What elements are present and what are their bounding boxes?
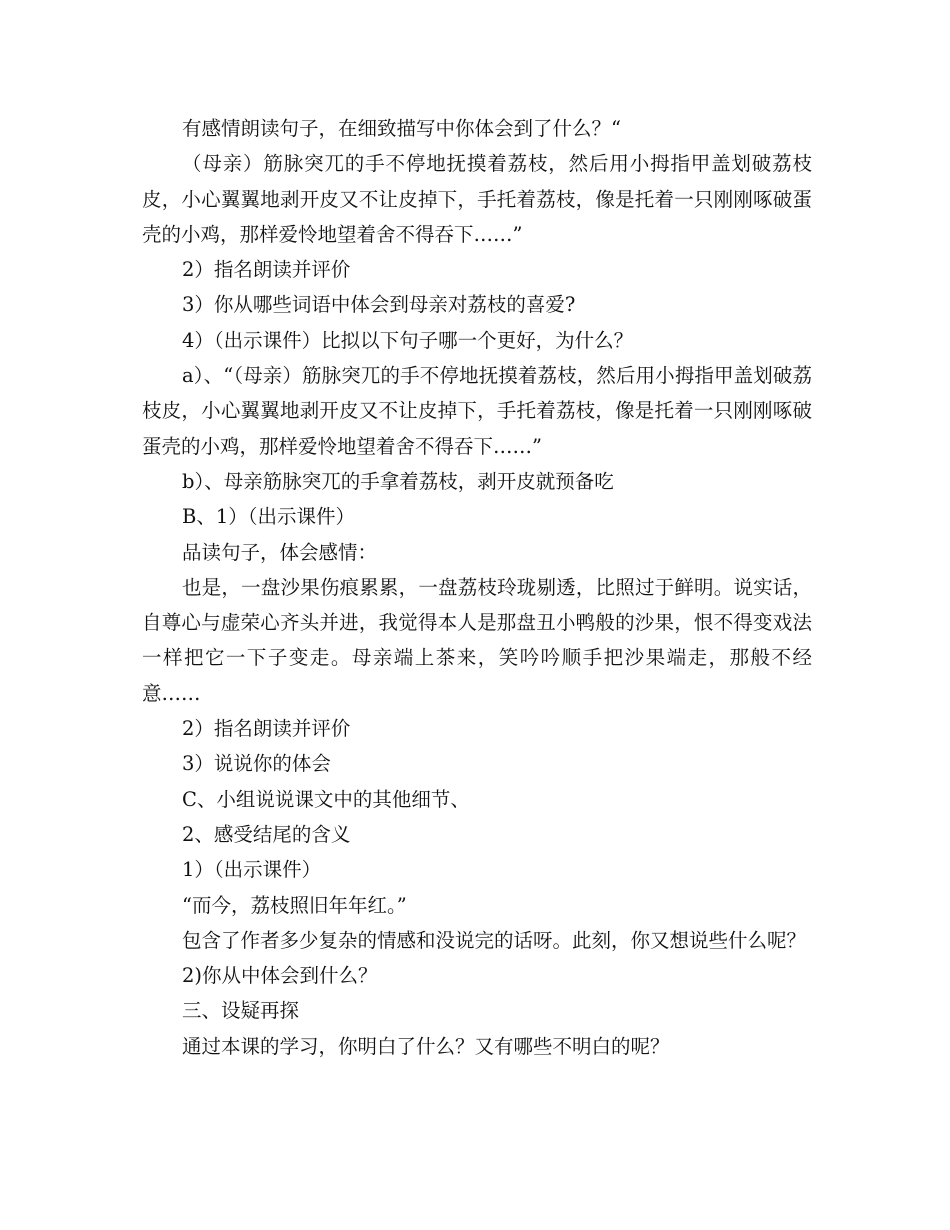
paragraph: （母亲）筋脉突兀的手不停地抚摸着荔枝，然后用小拇指甲盖划破荔枝皮，小心翼翼地剥开皮又不让皮掉下，手托着荔枝，像是托着一只刚刚啄破蛋壳的小鸡，那样爱怜地望着舍不得吞下……”	[142, 152, 812, 246]
paragraph: 4）（出示课件）比拟以下句子哪一个更好，为什么？	[182, 328, 634, 352]
paragraph: 2）指名朗读并评价	[182, 717, 351, 741]
paragraph: 通过本课的学习，你明白了什么？又有哪些不明白的呢？	[182, 1034, 670, 1058]
document-body	[142, 111, 812, 1064]
paragraph: “而今，荔枝照旧年年红。”	[182, 893, 407, 917]
paragraph: 2）指名朗读并评价	[182, 258, 351, 282]
paragraph: 3）说说你的体会	[182, 752, 331, 776]
paragraph: 2)你从中体会到什么？	[182, 964, 378, 988]
paragraph: 1）（出示课件）	[182, 858, 322, 882]
paragraph: 也是，一盘沙果伤痕累累，一盘荔枝玲珑剔透，比照过于鲜明。说实话，自尊心与虚荣心齐头并进，我觉得本人是那盘丑小鸭般的沙果，恨不得变戏法一样把它一下子变走。母亲端上茶来，笑吟吟顺手把沙果端走，那般不经意……	[142, 575, 812, 705]
paragraph: 三、设疑再探	[182, 999, 300, 1023]
paragraph: 2、感受结尾的含义	[182, 822, 351, 846]
paragraph: C、小组说说课文中的其他细节、	[182, 787, 470, 811]
paragraph: 3）你从哪些词语中体会到母亲对荔枝的喜爱?	[182, 293, 576, 317]
paragraph: B、1）（出示课件）	[182, 505, 355, 529]
paragraph: 包含了作者多少复杂的情感和没说完的话呀。此刻，你又想说些什么呢？	[182, 928, 807, 952]
paragraph: b）、母亲筋脉突兀的手拿着荔枝，剥开皮就预备吃	[182, 469, 614, 493]
paragraph: 有感情朗读句子，在细致描写中你体会到了什么？“	[182, 117, 621, 140]
paragraph: a）、“（母亲）筋脉突兀的手不停地抚摸着荔枝，然后用小拇指甲盖划破荔枝皮，小心翼翼地剥开皮又不让皮掉下，手托着荔枝，像是托着一只刚刚啄破蛋壳的小鸡，那样爱怜地望着舍不得吞下……”	[142, 364, 812, 458]
paragraph: 品读句子，体会感情：	[182, 540, 378, 564]
